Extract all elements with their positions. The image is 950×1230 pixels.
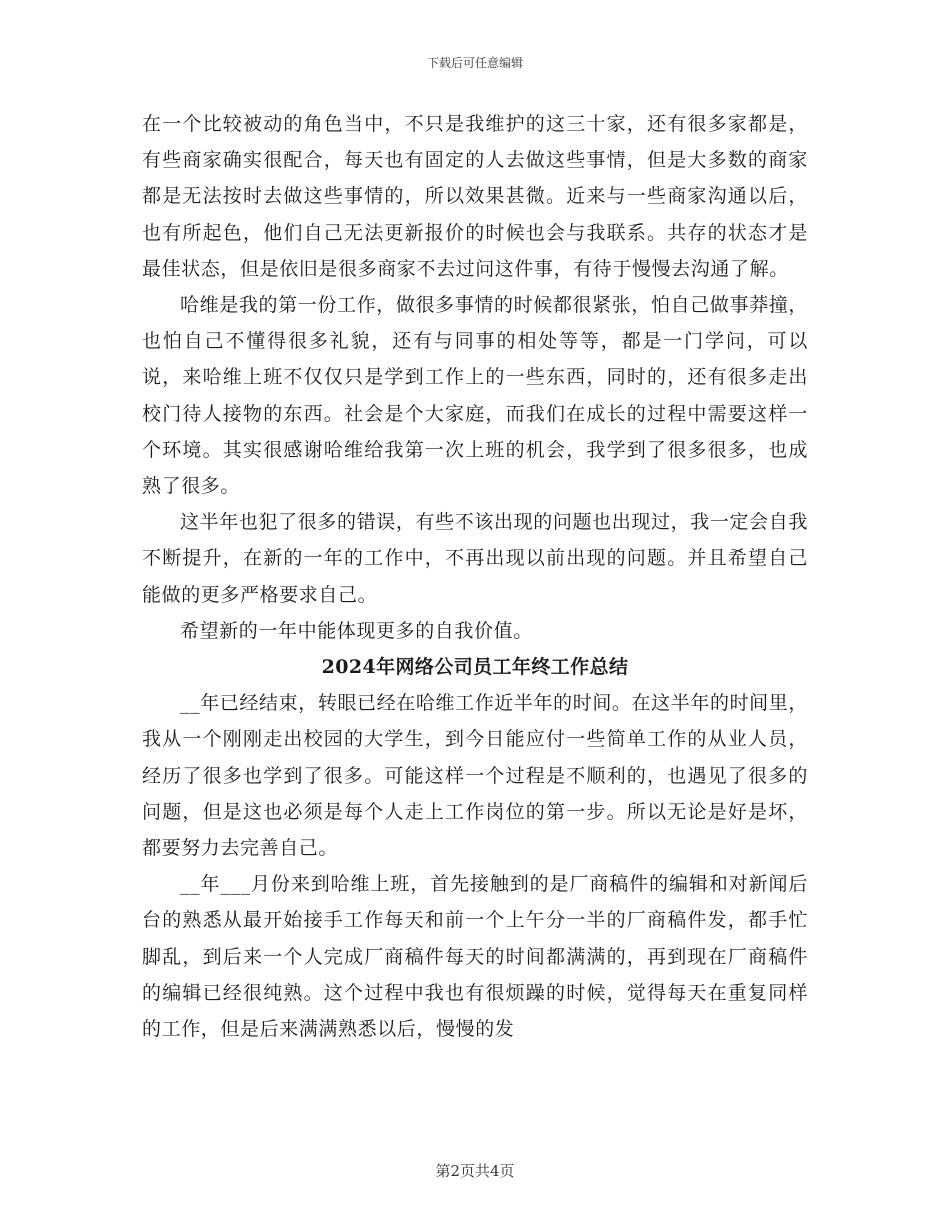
paragraph-6: __年___月份来到哈维上班，首先接触到的是厂商稿件的编辑和对新闻后台的熟悉从最开始接手工作每天和前一个上午分一半的厂商稿件发，都手忙脚乱，到后来一个人完成厂商稿件每天的时间都满满的，再到现在厂商稿件的编辑已经很纯熟。这个过程中我也有很烦躁的时候，觉得每天在重复同样的工作，但是后来满满熟悉以后，慢慢的发 [142, 873, 808, 1041]
paragraph-5: __年已经结束，转眼已经在哈维工作近半年的时间。在这半年的时间里，我从一个刚刚走出校园的大学生，到今日能应付一些简单工作的从业人员，经历了很多也学到了很多。可能这样一个过程是不顺利的，也遇见了很多的问题，但是这也必须是每个人走上工作岗位的第一步。所以无论是好是坏，都要努力去完善自己。 [142, 692, 808, 860]
header-note: 下载后可任意编辑 [426, 56, 523, 70]
section-title: 2024年网络公司员工年终工作总结 [321, 656, 629, 679]
page-number: 第2页共4页 [435, 1162, 515, 1180]
paragraph-3: 这半年也犯了很多的错误，有些不该出现的问题也出现过，我一定会自我不断提升，在新的一年的工作中，不再出现以前出现的问题。并且希望自己能做的更多严格要求自己。 [142, 511, 808, 606]
paragraph-4: 希望新的一年中能体现更多的自我价值。 [180, 619, 533, 642]
paragraph-1: 在一个比较被动的角色当中，不只是我维护的这三十家，还有很多家都是，有些商家确实很配合，每天也有固定的人去做这些事情，但是大多数的商家都是无法按时去做这些事情的，所以效果甚微。近来与一些商家沟通以后，也有所起色，他们自己无法更新报价的时候也会与我联系。共存的状态才是最佳状态，但是依旧是很多商家不去过问这件事，有待于慢慢去沟通了解。 [142, 113, 808, 280]
paragraph-2: 哈维是我的第一份工作，做很多事情的时候都很紧张，怕自己做事莽撞，也怕自己不懂得很多礼貌，还有与同事的相处等等，都是一门学问，可以说，来哈维上班不仅仅只是学到工作上的一些东西，同时的，还有很多走出校门待人接物的东西。社会是个大家庭，而我们在成长的过程中需要这样一个环境。其实很感谢哈维给我第一次上班的机会，我学到了很多很多，也成熟了很多。 [142, 294, 808, 498]
document-body [142, 106, 808, 1047]
